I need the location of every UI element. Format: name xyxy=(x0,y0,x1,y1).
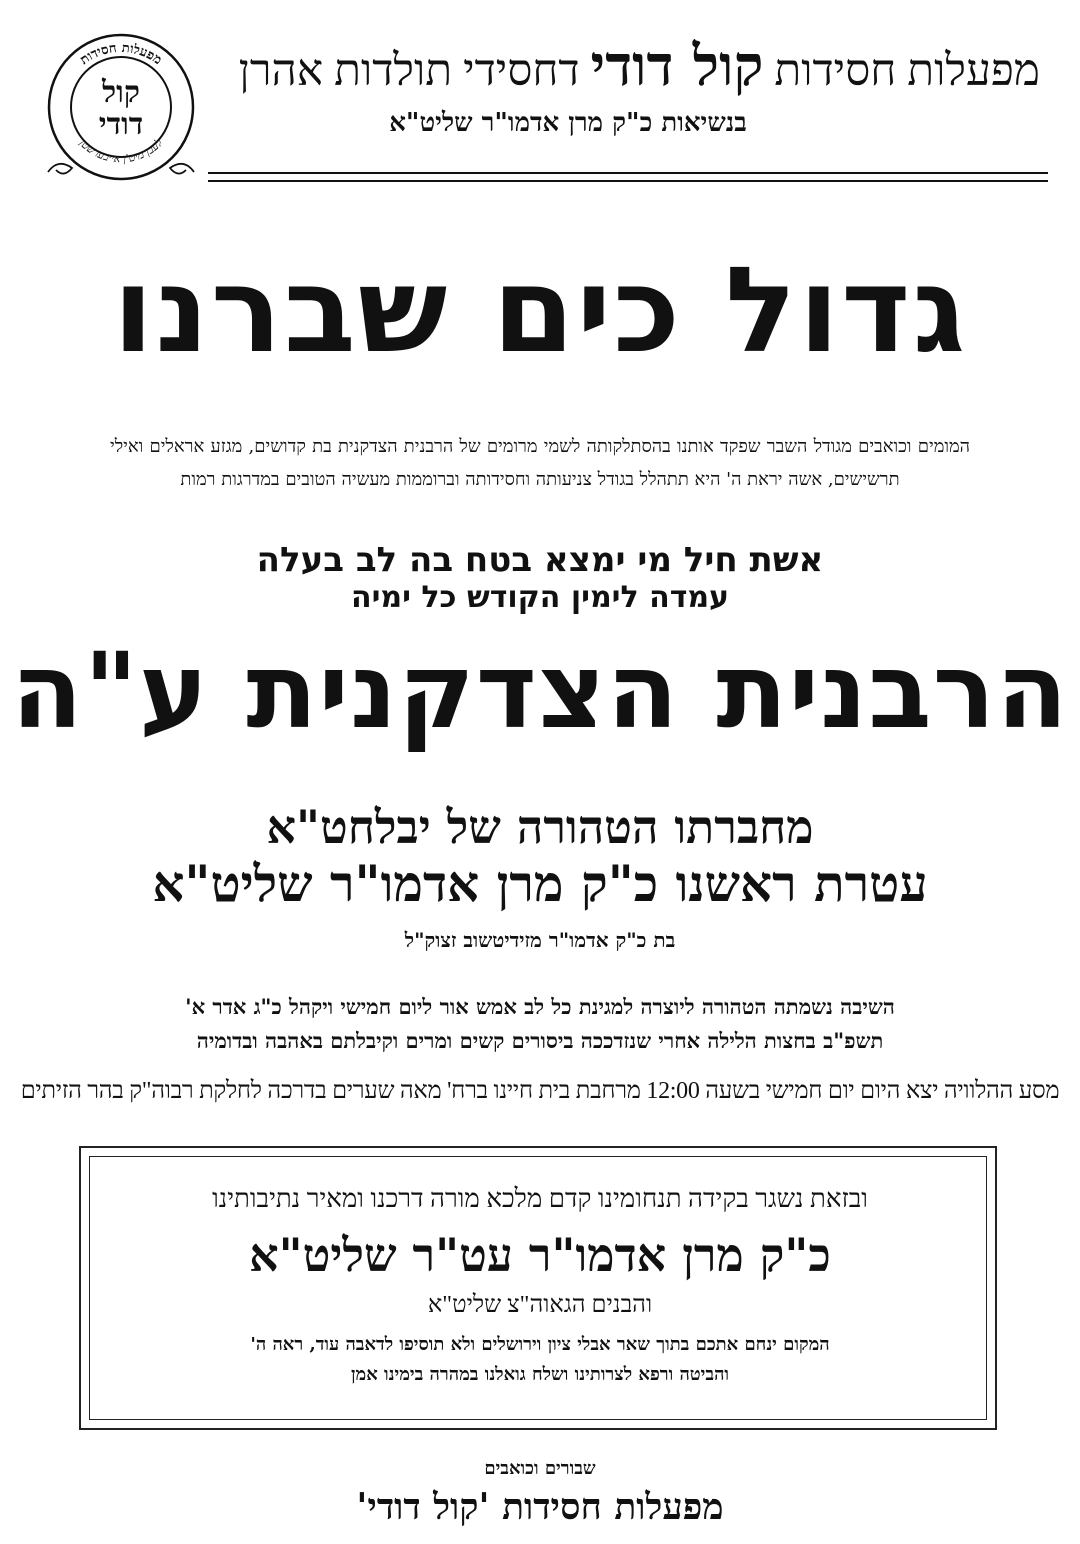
signature-caption: שבורים וכואבים xyxy=(484,1458,596,1479)
passing-details xyxy=(110,990,970,1058)
org-prefix: מפעלות חסידות xyxy=(774,46,1040,95)
condolence-recipient: כ"ק מרן אדמו"ר עט"ר שליט"א xyxy=(249,1228,831,1282)
condolence-sons-line: והבנים הגאוה"צ שליט"א xyxy=(427,1292,653,1318)
header-rule-top xyxy=(208,172,1048,174)
passing-line-2: תשפ"ב בחצות הלילה אחרי שנזדככה ביסורים קשים ומרים וקיבלתם באהבה ובדומיה xyxy=(196,1028,884,1053)
condolence-blessing xyxy=(0,1330,1080,1390)
subtitle-line-1: מחברתו הטהורה של יבלחט"א xyxy=(266,800,814,854)
verse-line-1: אשת חיל מי ימצא בטח בה לב בעלה xyxy=(256,540,824,580)
org-name: קול דודי xyxy=(590,33,764,99)
intro-paragraph: המומים וכואבים מגודל השבר שפקד אותנו בהסתלקותה לשמי מרומים של הרבנית הצדקנית בת קדושים, מגזע אראלים ואילי תרשישים, אשה יראת ה' היא תתהלל בגודל צניעותה וחסידותה וברוממות מעשיה הטובים במדרגות רמות xyxy=(110,436,970,490)
condolence-line-1: ובזאת נשגר בקידה תנחומינו קדם מלכא מורה דרכנו ומאיר נתיבותינו xyxy=(212,1184,868,1213)
name-title: הרבנית הצדקנית ע"ה xyxy=(11,630,1069,752)
logo-emblem xyxy=(36,22,206,192)
org-suffix: דחסידי תולדות אהרן xyxy=(238,46,580,95)
logo-center-line1: קול xyxy=(102,75,140,110)
logo-center-line2: דודי xyxy=(98,107,144,142)
right-scroll-ornament xyxy=(170,164,194,174)
funeral-details: מסע ההלוויה יצא היום יום חמישי בשעה 12:00 מרחבת בית חיינו ברח' מאה שערים בדרכה לחלקת רבוה"ק בהר הזיתים xyxy=(20,1078,1060,1104)
org-logo xyxy=(36,22,206,192)
logo-ring-text-top: מפעלות חסידות xyxy=(77,40,165,69)
subtitle-line-2: עטרת ראשנו כ"ק מרן אדמו"ר שליט"א xyxy=(152,854,928,913)
verse-line-2: עמדה לימין הקודש כל ימיה xyxy=(350,580,730,615)
passing-line-1: השיבה נשמתה הטהורה ליוצרה למגינת כל לב אמש אור ליום חמישי ויקהל כ"ג אדר א' xyxy=(185,994,895,1019)
signature-org: מפעלות חסידות 'קול דודי' xyxy=(356,1486,724,1528)
header-rule-bottom xyxy=(208,180,1048,182)
condolence-blessing-line-1: המקום ינחם אתכם בתוך שאר אבלי ציון וירושלים ולא תוסיפו לדאבה עוד, ראה ה' xyxy=(250,1334,830,1355)
logo-ring-text-bottom: לעבן מיט'ן אייבערשטן xyxy=(76,136,166,166)
main-title: גדול כים שברנו xyxy=(112,241,968,379)
daughter-of-line: בת כ"ק אדמו"ר מזידיטשוב זצוק"ל xyxy=(404,928,676,952)
condolence-blessing-line-2: והביטה ורפא לצרותינו ושלח גואלנו במהרה בימינו אמן xyxy=(350,1364,730,1385)
header-patronage: בנשיאות כ"ק מרן אדמו"ר שליט"א xyxy=(389,108,747,138)
header-org-title xyxy=(210,33,1040,99)
left-scroll-ornament xyxy=(48,164,72,174)
